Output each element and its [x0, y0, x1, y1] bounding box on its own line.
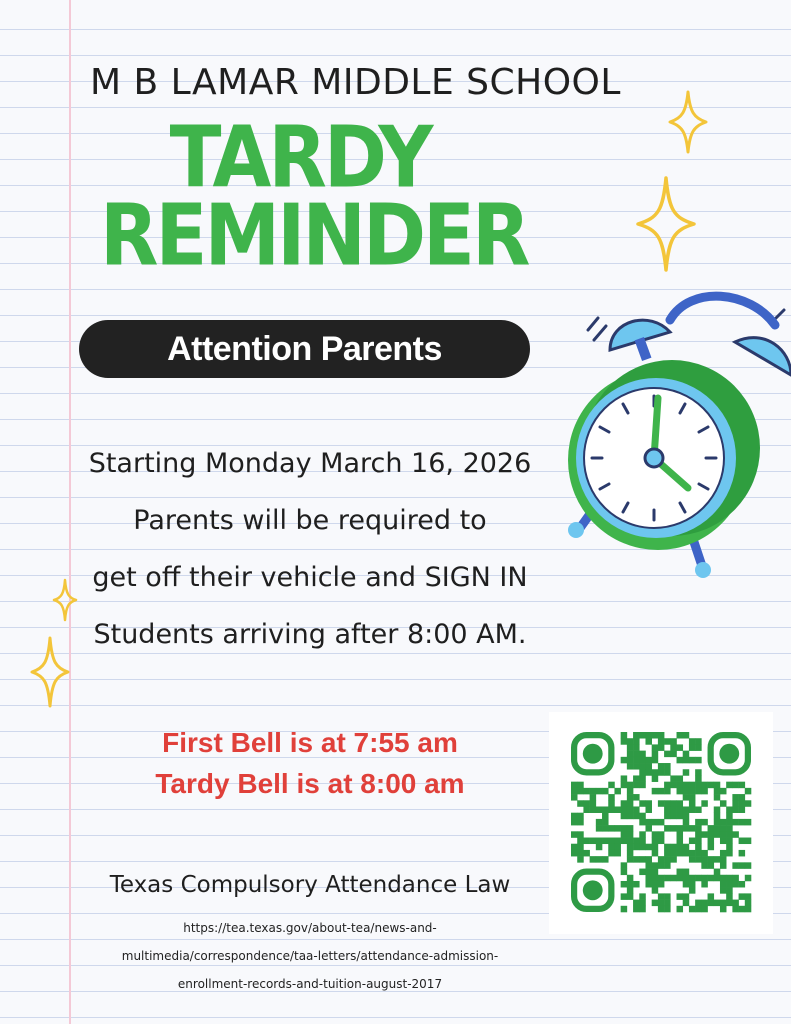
headline — [100, 106, 528, 285]
alarm-clock-icon — [560, 280, 791, 580]
first-bell-time: First Bell is at 7:55 am — [162, 727, 458, 758]
law-title: Texas Compulsory Attendance Law — [109, 872, 511, 898]
body-line-4: Students arriving after 8:00 AM. — [93, 619, 527, 650]
body-line-2: Parents will be required to — [133, 505, 487, 536]
body-line-3: get off their vehicle and SIGN IN — [92, 562, 528, 593]
attention-banner — [79, 320, 530, 378]
law-url-line-2: multimedia/correspondence/taa-letters/attendance-admission- — [121, 949, 499, 963]
headline-line-1: TARDY — [169, 106, 431, 207]
law-url-line-3: enrollment-records-and-tuition-august-2017 — [177, 977, 443, 991]
headline-line-2: REMINDER — [100, 185, 528, 285]
sparkle-icon — [636, 176, 696, 272]
attention-banner-label: Attention Parents — [167, 329, 442, 368]
law-url — [90, 914, 530, 998]
school-name: M B LAMAR MIDDLE SCHOOL — [90, 62, 621, 103]
qr-code-icon[interactable] — [571, 732, 751, 912]
sparkle-icon — [52, 578, 78, 622]
body-line-1: Starting Monday March 16, 2026 — [88, 448, 532, 479]
sparkle-icon — [30, 636, 70, 708]
law-url-line-1: https://tea.texas.gov/about-tea/news-and- — [183, 921, 437, 935]
qr-code-container — [549, 712, 773, 934]
sparkle-icon — [668, 90, 708, 154]
tardy-bell-time: Tardy Bell is at 8:00 am — [155, 768, 465, 799]
